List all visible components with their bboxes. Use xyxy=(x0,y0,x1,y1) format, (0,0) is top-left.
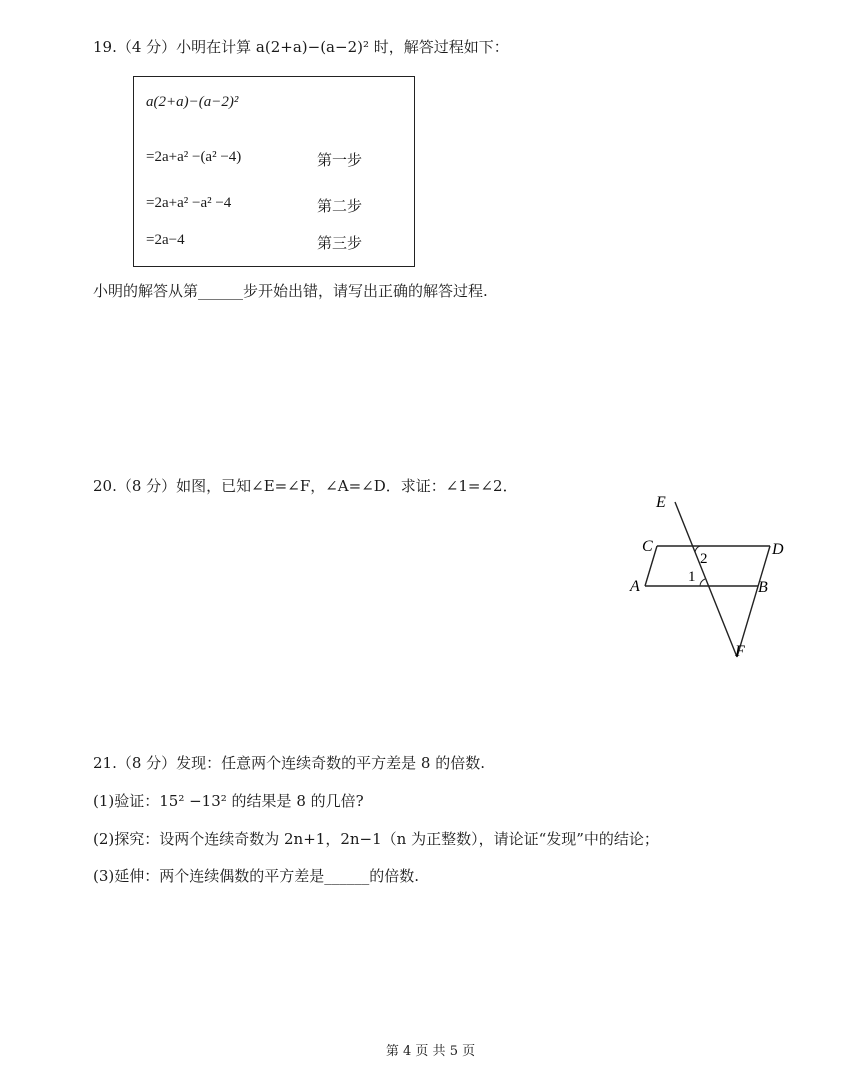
q20-geometry-figure xyxy=(620,488,800,663)
label-B: B xyxy=(758,579,768,596)
label-E: E xyxy=(656,494,666,511)
page-footer: 第 4 页 共 5 页 xyxy=(385,1044,476,1059)
line-EF xyxy=(675,502,737,657)
work-step-1: 第一步 xyxy=(317,151,363,169)
work-line-2: =2a+a² −a² −4 xyxy=(146,195,232,211)
work-step-2: 第二步 xyxy=(317,197,363,215)
q19-header: 19.（4 分）小明在计算 a(2+a)−(a−2)² 时，解答过程如下： xyxy=(93,38,509,56)
q21-part3: (3)延伸：两个连续偶数的平方差是______的倍数. xyxy=(93,867,420,885)
angle-1-arc xyxy=(700,579,705,586)
line-DF xyxy=(737,546,770,657)
label-angle-2: 2 xyxy=(700,551,708,567)
work-step-3: 第三步 xyxy=(317,234,363,252)
q21-part2: (2)探究：设两个连续奇数为 2n+1，2n−1（n 为正整数），请论证“发现”中的结论； xyxy=(93,830,659,848)
q21-part1: (1)验证：15² −13² 的结果是 8 的几倍? xyxy=(93,792,364,810)
work-line-1: =2a+a² −(a² −4) xyxy=(146,149,242,165)
q19-prompt: 小明的解答从第______步开始出错，请写出正确的解答过程. xyxy=(93,282,488,300)
q21-header: 21.（8 分）发现：任意两个连续奇数的平方差是 8 的倍数. xyxy=(93,754,486,772)
work-line-0: a(2+a)−(a−2)² xyxy=(146,94,239,110)
label-A: A xyxy=(630,578,640,595)
work-line-3: =2a−4 xyxy=(146,232,185,248)
label-D: D xyxy=(772,541,784,558)
label-F: F xyxy=(735,643,745,660)
q19-work-box xyxy=(133,76,415,267)
q20-header: 20.（8 分）如图，已知∠E=∠F，∠A=∠D．求证：∠1=∠2． xyxy=(93,477,518,495)
label-C: C xyxy=(642,538,653,555)
label-angle-1: 1 xyxy=(688,569,696,585)
